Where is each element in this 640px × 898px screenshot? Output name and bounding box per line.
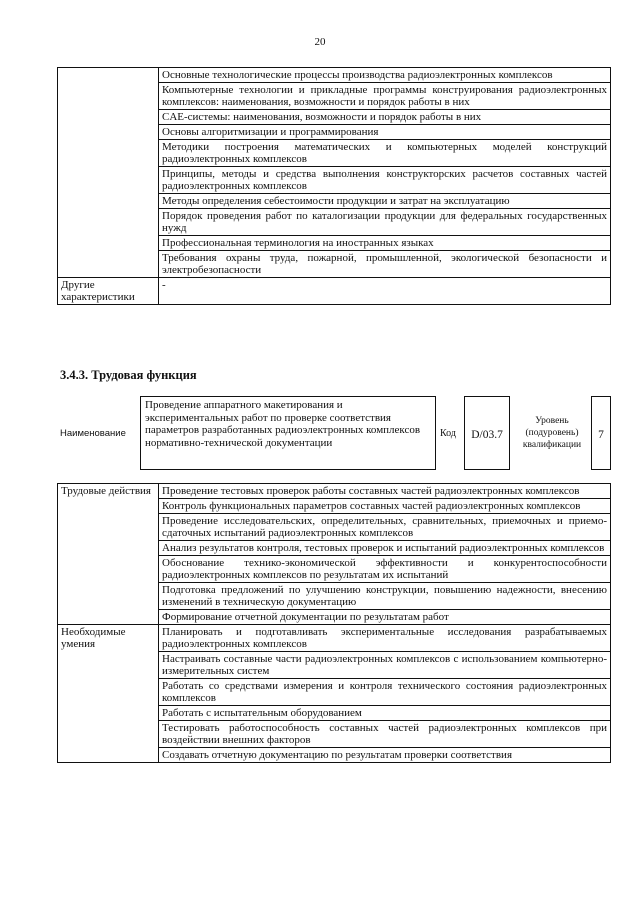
required-skill: Создавать отчетную документацию по результатам проверки соответствия	[159, 748, 611, 763]
labor-action: Анализ результатов контроля, тестовых проверок и испытаний радиоэлектронных комплексов	[159, 541, 611, 556]
knowledge-item: Основные технологические процессы производства радиоэлектронных комплексов	[159, 68, 611, 83]
required-skill: Планировать и подготавливать экспериментальные исследования разрабатываемых радиоэлектронных комплексов	[159, 625, 611, 652]
labor-function-table	[57, 483, 611, 763]
knowledge-item: Методики построения математических и компьютерных моделей конструкций радиоэлектронных комплексов	[159, 140, 611, 167]
required-skill: Работать с испытательным оборудованием	[159, 706, 611, 721]
required-skill-label-cell: Необходимые умения	[58, 625, 159, 763]
required-skill: Работать со средствами измерения и контроля технического состояния радиоэлектронных комплексов	[159, 679, 611, 706]
page-number: 20	[314, 36, 326, 48]
labor-action: Проведение исследовательских, определительных, сравнительных, приемочных и приемо-сдаточных испытаний радиоэлектронных комплексов	[159, 514, 611, 541]
knowledge-item: Методы определения себестоимости продукции и затрат на эксплуатацию	[159, 194, 611, 209]
knowledge-item: Порядок проведения работ по каталогизации продукции для федеральных государственных нужд	[159, 209, 611, 236]
knowledge-label-cell	[58, 68, 159, 278]
other-characteristics-value: -	[159, 278, 611, 305]
knowledge-item: Основы алгоритмизации и программирования	[159, 125, 611, 140]
name-label: Наименование	[60, 428, 126, 439]
knowledge-item: CAE-системы: наименования, возможности и порядок работы в них	[159, 110, 611, 125]
level-label: Уровень (подуровень) квалификации	[522, 416, 582, 450]
knowledge-continuation-table	[57, 67, 611, 305]
required-skill: Настраивать составные части радиоэлектронных комплексов с использованием компьютерно-измерительных систем	[159, 652, 611, 679]
labor-action: Формирование отчетной документации по результатам работ	[159, 610, 611, 625]
labor-action-label-cell: Трудовые действия	[58, 484, 159, 625]
labor-action: Подготовка предложений по улучшению конструкции, повышению надежности, внесению изменений в техническую документацию	[159, 583, 611, 610]
other-characteristics-label: Другие характеристики	[58, 278, 159, 305]
section-heading: 3.4.3. Трудовая функция	[60, 368, 197, 382]
table-row	[58, 625, 611, 652]
knowledge-item: Профессиональная терминология на иностранных языках	[159, 236, 611, 251]
table-row	[58, 68, 611, 83]
required-skill: Тестировать работоспособность составных частей радиоэлектронных комплексов при воздействии внешних факторов	[159, 721, 611, 748]
table-row	[58, 278, 611, 305]
knowledge-item: Требования охраны труда, пожарной, промышленной, экологической безопасности и электробезопасности	[159, 251, 611, 278]
labor-action: Обоснование технико-экономической эффективности и конкурентоспособности радиоэлектронных комплексов по результатам их испытаний	[159, 556, 611, 583]
knowledge-item: Принципы, методы и средства выполнения конструкторских расчетов составных частей радиоэлектронных комплексов	[159, 167, 611, 194]
table-row	[58, 484, 611, 499]
labor-action: Контроль функциональных параметров составных частей радиоэлектронных комплексов	[159, 499, 611, 514]
knowledge-item: Компьютерные технологии и прикладные программы конструирования радиоэлектронных комплексов: наименования, возможности и порядок работы в них	[159, 83, 611, 110]
level-box: 7	[591, 396, 611, 470]
function-name-box: Проведение аппаратного макетирования и экспериментальных работ по проверке соответствия параметров разработанных радиоэлектронных комплексов нормативно-технической документации	[140, 396, 436, 470]
code-label: Код	[440, 428, 456, 439]
labor-action: Проведение тестовых проверок работы составных частей радиоэлектронных комплексов	[159, 484, 611, 499]
code-box: D/03.7	[464, 396, 510, 470]
